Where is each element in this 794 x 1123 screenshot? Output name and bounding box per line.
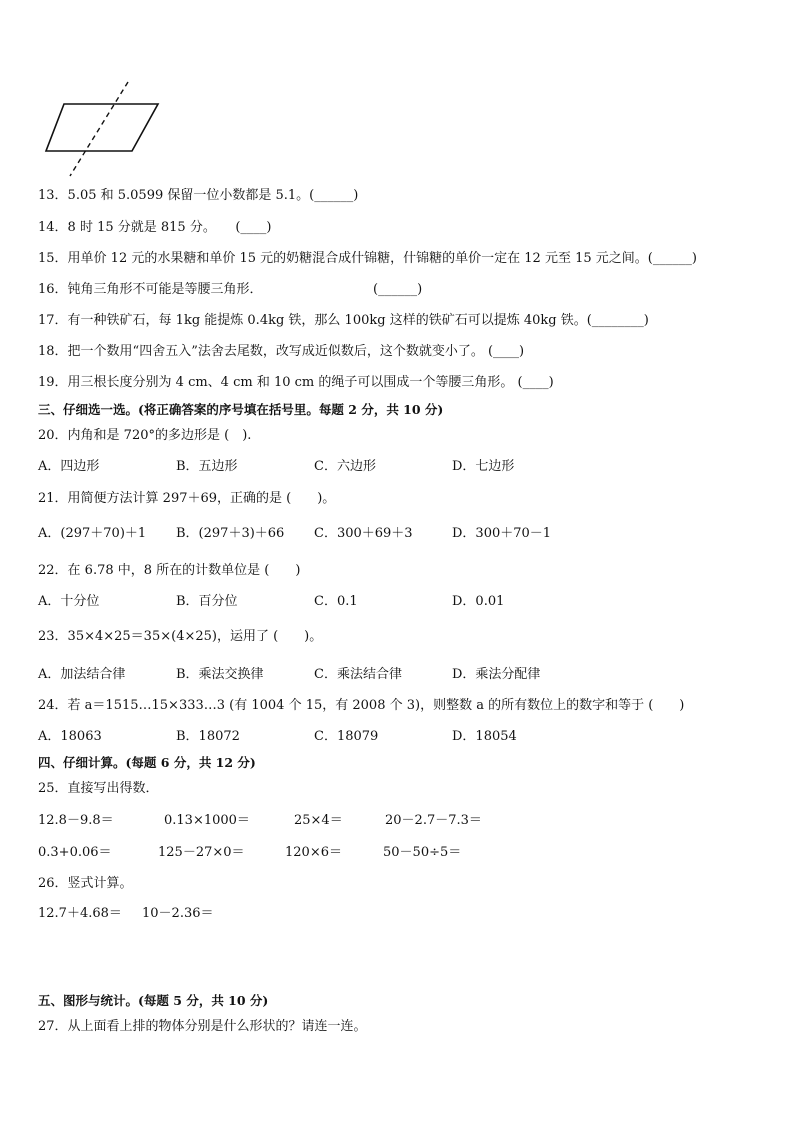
dashed-cut-line xyxy=(70,82,128,176)
q20-option-a: A．四边形 xyxy=(38,459,100,474)
q24-option-c: C．18079 xyxy=(314,729,379,744)
q23-option-b: B．乘法交换律 xyxy=(176,667,264,682)
question-25: 25．直接写出得数． xyxy=(38,781,159,796)
q25-item: 20－2.7－7.3＝ xyxy=(385,813,482,828)
question-20: 20．内角和是 720°的多边形是 ( ). xyxy=(38,428,252,443)
q26-item: 10－2.36＝ xyxy=(142,906,214,921)
question-27: 27．从上面看上排的物体分别是什么形状的？请连一连。 xyxy=(38,1019,367,1034)
q22-option-b: B．百分位 xyxy=(176,594,238,609)
question-16: 16．钝角三角形不可能是等腰三角形． (______) xyxy=(38,282,423,297)
section-4-heading: 四、仔细计算。(每题 6 分，共 12 分) xyxy=(38,755,256,770)
section-5-heading: 五、图形与统计。(每题 5 分，共 10 分) xyxy=(38,993,269,1008)
question-26: 26．竖式计算。 xyxy=(38,876,133,891)
q22-option-a: A．十分位 xyxy=(38,594,100,609)
q25-item: 0.13×1000＝ xyxy=(164,813,250,828)
question-19: 19．用三根长度分别为 4 cm、4 cm 和 10 cm 的绳子可以围成一个等腰三角形。 (____) xyxy=(38,375,554,390)
question-14: 14．8 时 15 分就是 815 分。 (____) xyxy=(38,220,272,235)
question-21: 21．用简便方法计算 297＋69，正确的是 ( )。 xyxy=(38,491,336,506)
parallelogram-shape xyxy=(46,104,158,151)
q26-item: 12.7＋4.68＝ xyxy=(38,906,122,921)
section-3-heading: 三、仔细选一选。(将正确答案的序号填在括号里。每题 2 分，共 10 分) xyxy=(38,402,444,417)
q24-option-a: A．18063 xyxy=(38,729,102,744)
q21-option-c: C．300＋69＋3 xyxy=(314,526,413,541)
question-17: 17．有一种铁矿石，每 1kg 能提炼 0.4kg 铁，那么 100kg 这样的铁矿石可以提炼 40kg 铁。(________) xyxy=(38,313,649,328)
q25-item: 12.8－9.8＝ xyxy=(38,813,114,828)
question-13: 13．5.05 和 5.0599 保留一位小数都是 5.1。(______) xyxy=(38,188,359,203)
q20-option-b: B．五边形 xyxy=(176,459,238,474)
q25-item: 25×4＝ xyxy=(294,813,343,828)
parallelogram-figure xyxy=(38,80,168,178)
q22-option-c: C．0.1 xyxy=(314,594,358,609)
question-24: 24．若 a＝1515…15×333…3 (有 1004 个 15，有 2008 个 3)，则整数 a 的所有数位上的数字和等于 ( ) xyxy=(38,698,685,713)
q23-option-a: A．加法结合律 xyxy=(38,667,126,682)
q23-option-d: D．乘法分配律 xyxy=(452,667,541,682)
q20-option-c: C．六边形 xyxy=(314,459,376,474)
q21-option-a: A．(297＋70)＋1 xyxy=(38,526,147,541)
q25-item: 0.3+0.06＝ xyxy=(38,845,112,860)
q23-option-c: C．乘法结合律 xyxy=(314,667,402,682)
q25-item: 50－50÷5＝ xyxy=(383,845,462,860)
q21-option-d: D．300＋70－1 xyxy=(452,526,552,541)
question-22: 22．在 6.78 中，8 所在的计数单位是 ( ) xyxy=(38,563,301,578)
q24-option-d: D．18054 xyxy=(452,729,517,744)
q20-option-d: D．七边形 xyxy=(452,459,515,474)
q24-option-b: B．18072 xyxy=(176,729,240,744)
q25-item: 125－27×0＝ xyxy=(158,845,245,860)
question-15: 15．用单价 12 元的水果糖和单价 15 元的奶糖混合成什锦糖，什锦糖的单价一定在 12 元至 15 元之间。(______) xyxy=(38,251,697,266)
q21-option-b: B．(297＋3)＋66 xyxy=(176,526,285,541)
q25-item: 120×6＝ xyxy=(285,845,342,860)
question-18: 18．把一个数用“四舍五入”法舍去尾数，改写成近似数后，这个数就变小了。 (____) xyxy=(38,344,525,359)
question-23: 23．35×4×25＝35×(4×25)，运用了 ( )。 xyxy=(38,629,323,644)
q22-option-d: D．0.01 xyxy=(452,594,505,609)
